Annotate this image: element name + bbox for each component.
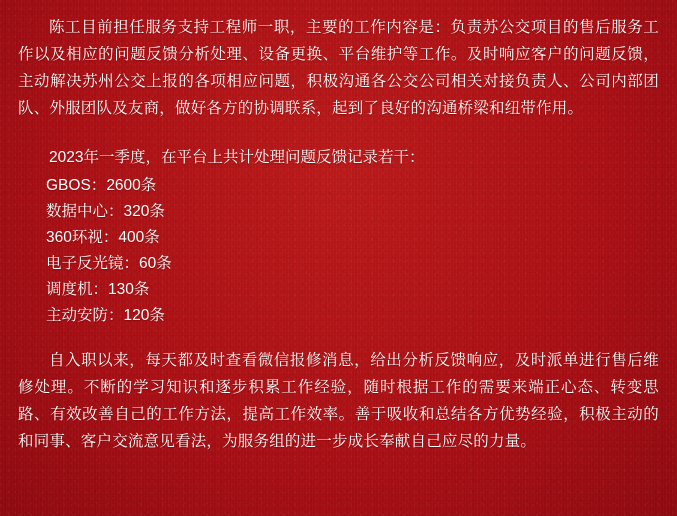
paragraph-summary: 自入职以来，每天都及时查看微信报修消息，给出分析反馈响应，及时派单进行售后维修处理。不断的学习知识和逐步积累工作经验，随时根据工作的需要来端正心态、转变思路、有效改善自己的工作方法，提高工作效率。善于吸收和总结各方优势经验，积极主动的和同事、客户交流意见看法，为服务组的进一步成长奉献自己应尽的力量。 (18, 352, 659, 450)
stat-label: GBOS (46, 177, 91, 194)
stat-label: 调度机 (46, 281, 93, 298)
list-item (46, 303, 659, 329)
stat-separator: ： (102, 229, 119, 246)
list-item (46, 173, 659, 199)
stat-label: 数据中心 (46, 203, 109, 220)
stat-separator: ： (123, 255, 140, 272)
list-item (46, 225, 659, 251)
section-spacer (18, 126, 659, 144)
stat-separator: ： (108, 203, 124, 220)
stat-value: 400条 (118, 229, 160, 246)
paragraph-stats-intro: 2023年一季度，在平台上共计处理问题反馈记录若干： (49, 149, 425, 166)
stat-label: 电子反光镜 (46, 255, 124, 272)
stat-value: 120条 (123, 307, 165, 324)
stat-value: 60条 (139, 255, 172, 272)
stat-separator: ： (108, 307, 124, 324)
stat-value: 130条 (108, 281, 150, 298)
stats-list (18, 173, 659, 329)
paragraph-role-description: 陈工目前担任服务支持工程师一职，主要的工作内容是：负责苏公交项目的售后服务工作以及相应的问题反馈分析处理、设备更换、平台维护等工作。及时响应客户的问题反馈，主动解决苏州公交上报的各项相应问题，积极沟通各公交公司相关对接负责人、公司内部团队、外服团队及友商，做好各方的协调联系，起到了良好的沟通桥梁和纽带作用。 (18, 19, 659, 117)
stat-value: 2600条 (106, 177, 157, 194)
stat-label: 360环视 (46, 229, 103, 246)
section-spacer (18, 329, 659, 347)
list-item (46, 199, 659, 225)
stat-separator: ： (92, 281, 109, 298)
list-item (46, 277, 659, 303)
document-content (18, 14, 659, 455)
stat-value: 320条 (123, 203, 165, 220)
stat-separator: ： (90, 177, 107, 194)
stat-label: 主动安防 (46, 307, 109, 324)
list-item (46, 251, 659, 277)
